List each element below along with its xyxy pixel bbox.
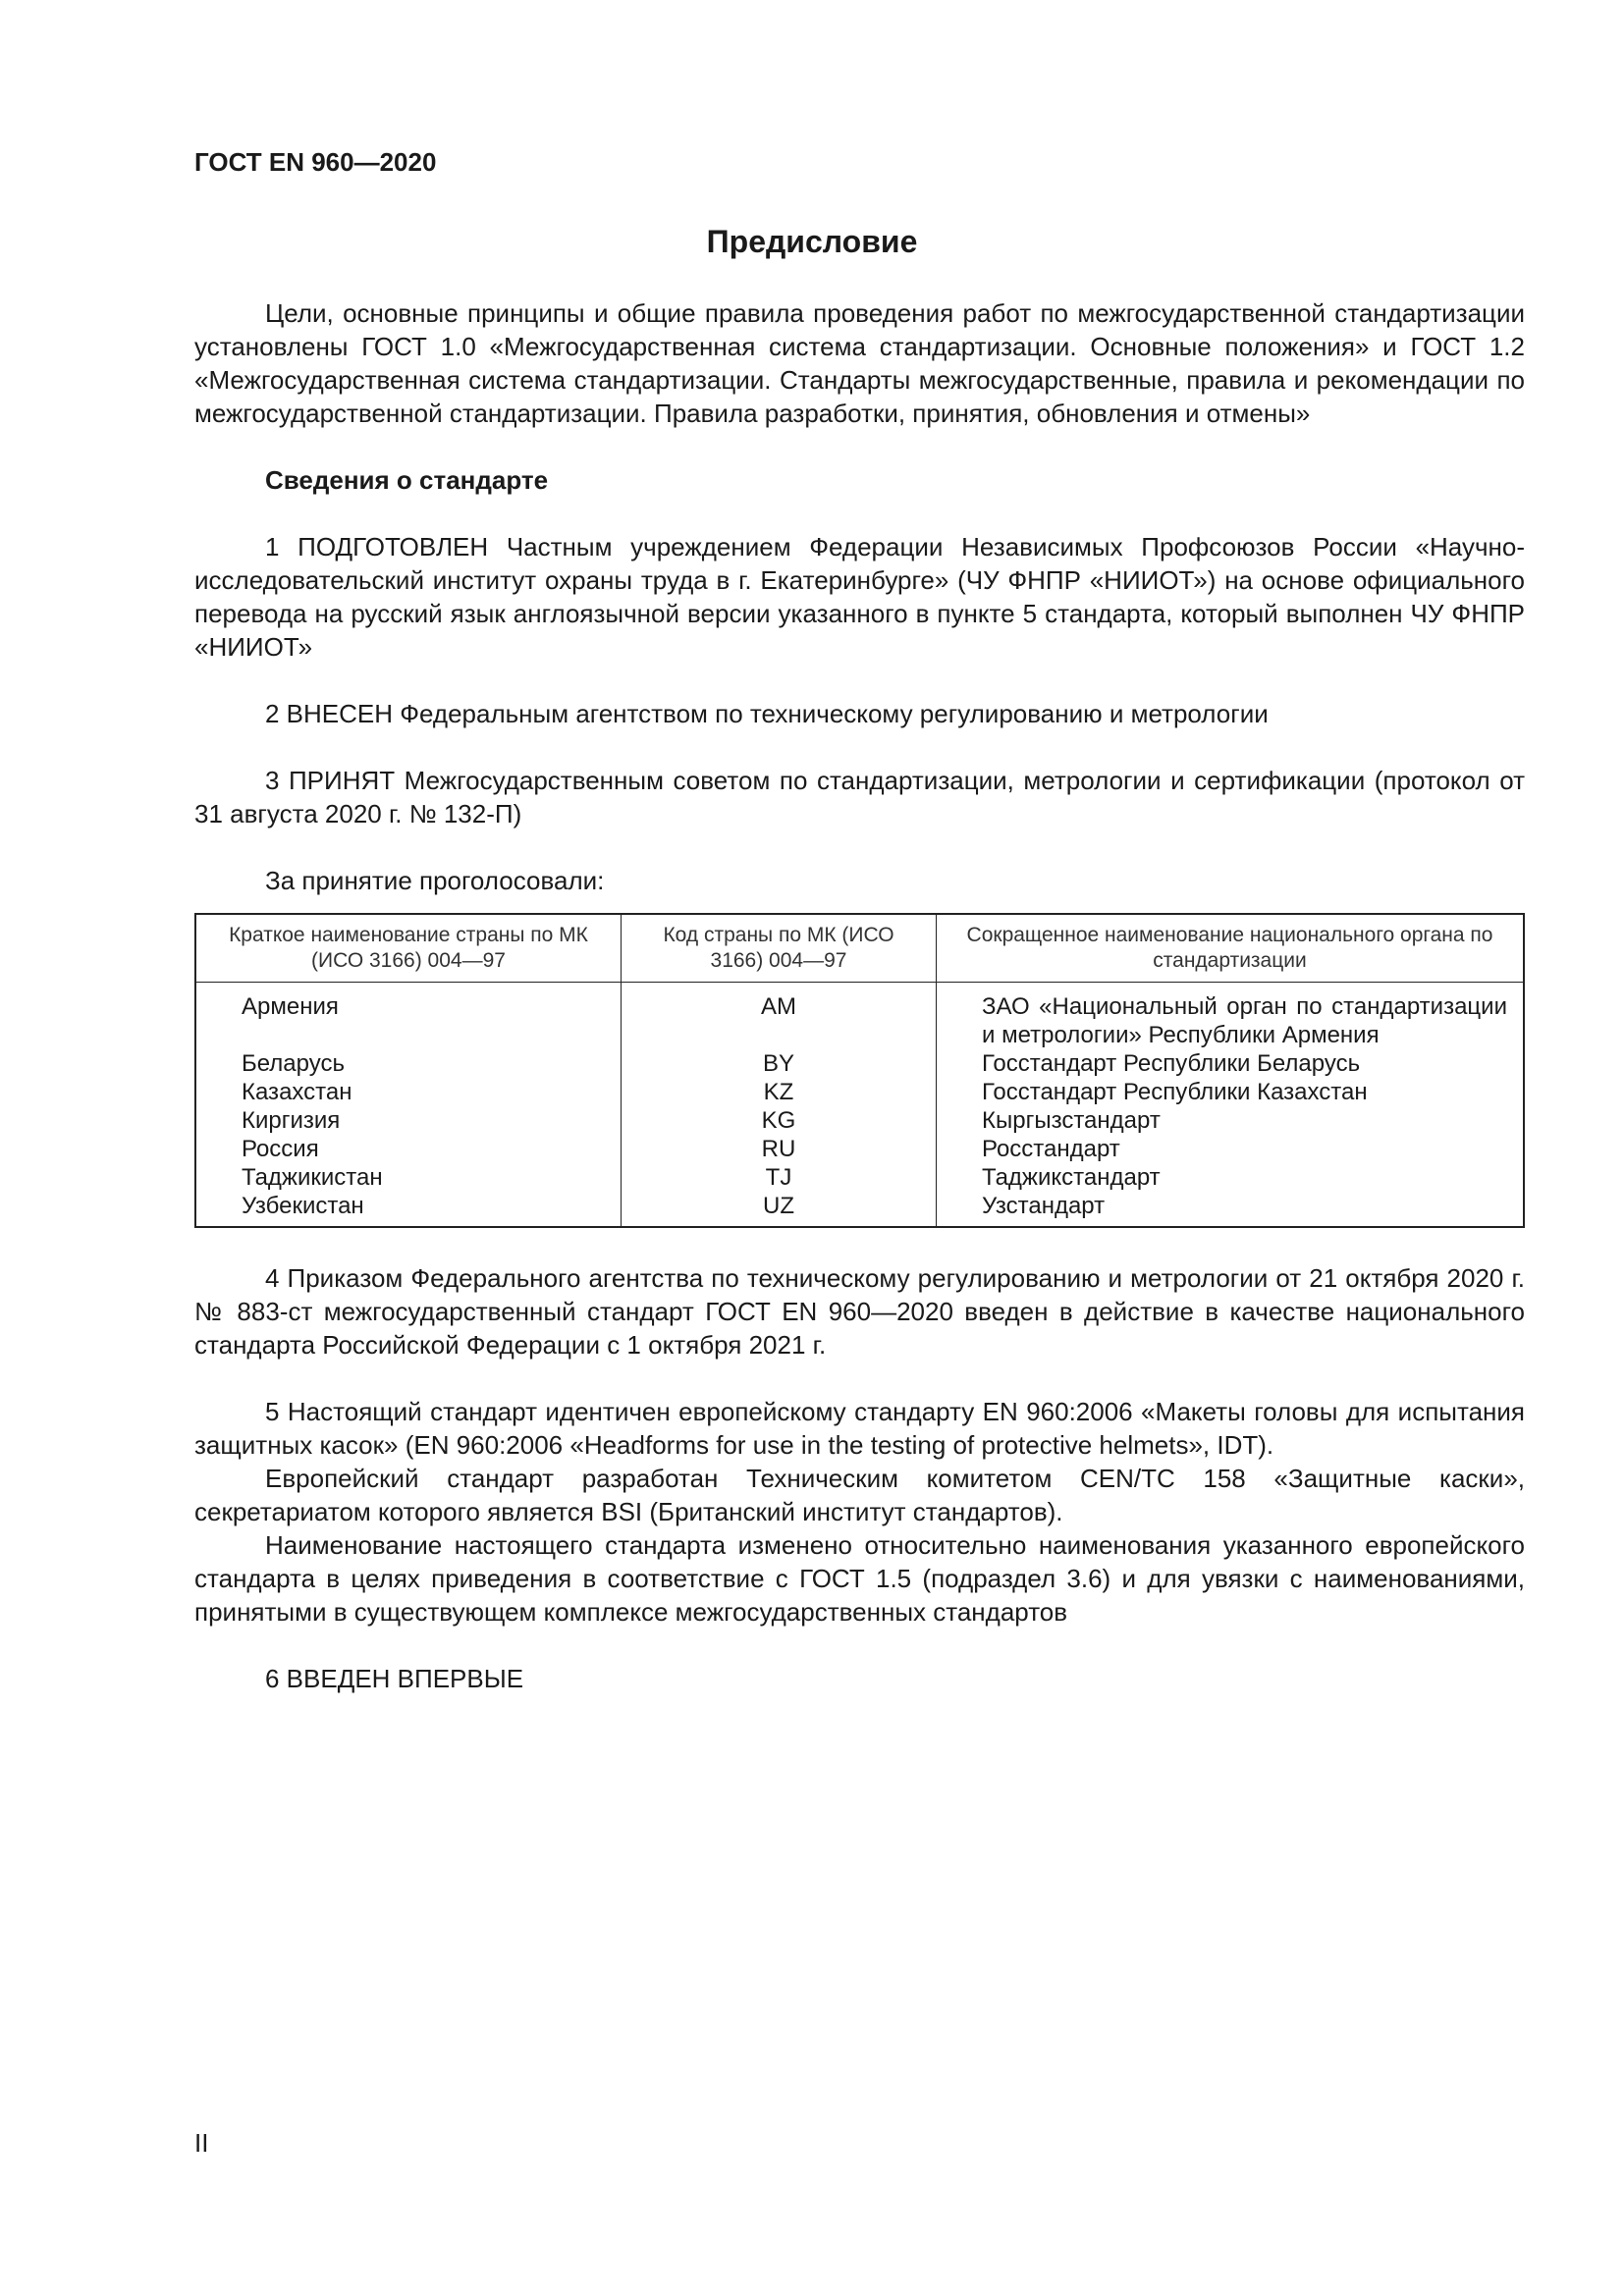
cell-code: KZ xyxy=(622,1078,937,1106)
table-row xyxy=(195,1163,1524,1192)
table-row xyxy=(195,1049,1524,1078)
item-5-paragraph: 5 Настоящий стандарт идентичен европейскому стандарту EN 960:2006 «Макеты головы для испытания защитных касок» (EN 960:2006 «Headforms for use in the testing of protective helmets», IDT). xyxy=(194,1397,1525,1460)
cell-country: Таджикистан xyxy=(195,1163,622,1192)
cell-agency: ЗАО «Национальный орган по стандартизации и метрологии» Республики Армения xyxy=(937,983,1525,1050)
cell-code: TJ xyxy=(622,1163,937,1192)
page-title: Предисловие xyxy=(706,224,918,259)
table-header-row xyxy=(195,914,1524,983)
cell-agency: Госстандарт Республики Беларусь xyxy=(937,1049,1525,1078)
cell-agency: Госстандарт Республики Казахстан xyxy=(937,1078,1525,1106)
header-code: Код страны по МК (ИСО 3166) 004—97 xyxy=(622,914,937,983)
item-6-paragraph: 6 ВВЕДЕН ВПЕРВЫЕ xyxy=(265,1664,524,1693)
table-row xyxy=(195,1078,1524,1106)
cell-code: BY xyxy=(622,1049,937,1078)
cell-code: AM xyxy=(622,983,937,1050)
section-heading: Сведения о стандарте xyxy=(265,465,549,495)
cell-country: Беларусь xyxy=(195,1049,622,1078)
cell-country: Киргизия xyxy=(195,1106,622,1135)
item-4-paragraph: 4 Приказом Федерального агентства по техническому регулированию и метрологии от 21 октября 2020 г. № 883-ст межгосударственный стандарт ГОСТ EN 960—2020 введен в действие в качестве национального стандарта Российской Федерации с 1 октября 2021 г. xyxy=(194,1263,1525,1360)
header-country: Краткое наименование страны по МК (ИСО 3166) 004—97 xyxy=(195,914,622,983)
cell-country: Армения xyxy=(195,983,622,1050)
cell-code: KG xyxy=(622,1106,937,1135)
document-id: ГОСТ EN 960—2020 xyxy=(194,147,437,177)
page-number: II xyxy=(194,2128,209,2158)
table-row xyxy=(195,1135,1524,1163)
cell-agency: Росстандарт xyxy=(937,1135,1525,1163)
voting-table xyxy=(194,913,1525,1228)
vote-intro: За принятие проголосовали: xyxy=(265,866,605,895)
item-5-committee-paragraph: Европейский стандарт разработан Техническим комитетом CEN/TC 158 «Защитные каски», секретариатом которого является BSI (Британский институт стандартов). xyxy=(194,1464,1525,1526)
cell-agency: Узстандарт xyxy=(937,1192,1525,1227)
item-3-paragraph: 3 ПРИНЯТ Межгосударственным советом по стандартизации, метрологии и сертификации (протокол от 31 августа 2020 г. № 132-П) xyxy=(194,766,1525,828)
cell-code: UZ xyxy=(622,1192,937,1227)
item-5-naming-paragraph: Наименование настоящего стандарта изменено относительно наименования указанного европейского стандарта в целях приведения в соответствие с ГОСТ 1.5 (подраздел 3.6) и для увязки с наименованиями, принятыми в существующем комплексе межгосударственных стандартов xyxy=(194,1530,1525,1627)
cell-agency: Кыргызстандарт xyxy=(937,1106,1525,1135)
foreword-body xyxy=(194,296,1525,1695)
cell-code: RU xyxy=(622,1135,937,1163)
item-2-paragraph: 2 ВНЕСЕН Федеральным агентством по техническому регулированию и метрологии xyxy=(265,699,1269,728)
intro-paragraph: Цели, основные принципы и общие правила проведения работ по межгосударственной стандартизации установлены ГОСТ 1.0 «Межгосударственная система стандартизации. Основные положения» и ГОСТ 1.2 «Межгосударственная система стандартизации. Стандарты межгосударственные, правила и рекомендации по межгосударственной стандартизации. Правила разработки, принятия, обновления и отмены» xyxy=(194,298,1525,428)
cell-agency: Таджикстандарт xyxy=(937,1163,1525,1192)
cell-country: Узбекистан xyxy=(195,1192,622,1227)
table-row xyxy=(195,1106,1524,1135)
item-1-paragraph: 1 ПОДГОТОВЛЕН Частным учреждением Федерации Независимых Профсоюзов России «Научно-исследовательский институт охраны труда в г. Екатеринбурге» (ЧУ ФНПР «НИИОТ») на основе официального перевода на русский язык англоязычной версии указанного в пункте 5 стандарта, который выполнен ЧУ ФНПР «НИИОТ» xyxy=(194,532,1525,662)
cell-country: Казахстан xyxy=(195,1078,622,1106)
table-row xyxy=(195,983,1524,1050)
header-agency: Сокращенное наименование национального органа по стандартизации xyxy=(937,914,1525,983)
cell-country: Россия xyxy=(195,1135,622,1163)
table-row xyxy=(195,1192,1524,1227)
